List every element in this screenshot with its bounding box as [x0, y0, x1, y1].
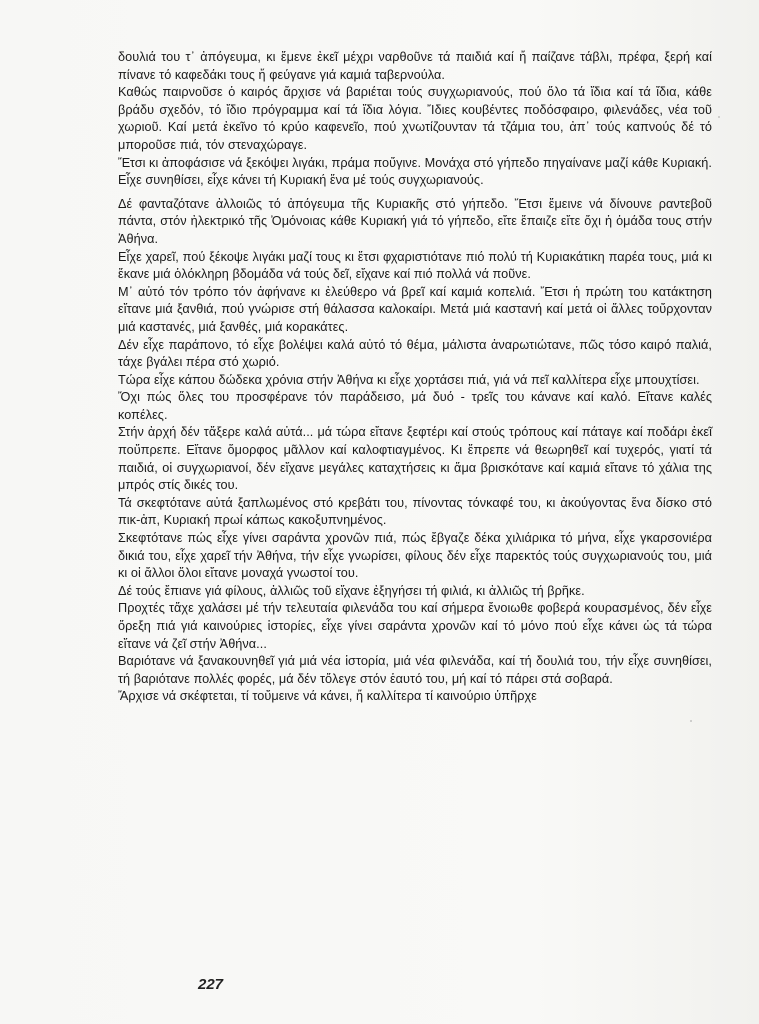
paragraph: Δέ φανταζότανε ἀλλοιῶς τό ἀπόγευμα τῆς Κυριακῆς στό γήπεδο. Ἔτσι ἔμεινε νά δίνουνε ραντεβοῦ πάντα, στόν ἠλεκτρικό τῆς Ὀμόνοιας κάθε Κυριακή γιά τό γήπεδο, εἴτε ἔπαιζε εἴτε ὄχι ἡ ὁμάδα τους στήν Ἀθήνα. [118, 196, 712, 246]
paragraph: Βαριότανε νά ξανακουνηθεῖ γιά μιά νέα ἱστορία, μιά νέα φιλενάδα, καί τή δουλιά του, τήν εἶχε συνηθίσει, τή βαριότανε πολλές φορές, μά δέν τὄλεγε στόν ἑαυτό του, μή καί τό πάρει στά σοβαρά. [118, 654, 712, 686]
paragraph: Ἔτσι κι ἀποφάσισε νά ξεκόψει λιγάκι, πράμα ποὔγινε. Μονάχα στό γήπεδο πηγαίνανε μαζί κάθε Κυριακή. Εἶχε συνηθίσει, εἶχε κάνει τή Κυριακή ἕνα μέ τούς συγχωριανούς. [118, 155, 712, 188]
paragraph: Δέν εἶχε παράπονο, τό εἶχε βολέψει καλά αὐτό τό θέμα, μάλιστα ἀναρωτιώτανε, πῶς τόσο καιρό παλιά, τάχε βγάλει πέρα στό χωριό. [118, 337, 712, 370]
paragraph: Εἶχε χαρεῖ, πού ξέκοψε λιγάκι μαζί τους κι ἔτσι φχαριστιότανε πιό πολύ τή Κυριακάτικη παρέα τους, μιά κι ἔκανε μιά ὁλόκληρη βδομάδα νά τούς δεῖ, εἴχανε καί πιό πολλά νά ποῦνε. [118, 249, 712, 282]
paragraph: Ὄχι πώς ὅλες του προσφέρανε τόν παράδεισο, μά δυό - τρεῖς του κάνανε καί καλό. Εἴτανε καλές κοπέλες. [118, 390, 712, 422]
paragraph: Σκεφτότανε πώς εἶχε γίνει σαράντα χρονῶν πιά, πώς ἔβγαζε δέκα χιλιάρικα τό μήνα, εἶχε γκαρσονιέρα δικιά του, εἶχε χαρεῖ τήν Ἀθήνα, τήν εἶχε γνωρίσει, φίλους δέν εἶχε παρεκτός τούς συγχωριανούς του, μιά κι οἱ ἄλλοι ὅλοι εἴτανε μοναχά γνωστοί του. [118, 531, 712, 581]
paper-speck [690, 720, 692, 722]
paragraph: Καθώς παιρνοῦσε ὁ καιρός ἄρχισε νά βαριέται τούς συγχωριανούς, πού ὅλο τά ἴδια καί τά ἴδια, κάθε βράδυ σχεδόν, τό ἴδιο πρόγραμμα καί τά ἴδια λόγια. Ἴδιες κουβέντες ποδόσφαιρο, φιλενάδες, νέα τοῦ χωριοῦ. Καί μετά ἐκεῖνο τό κρύο καφενεῖο, πού χνωτίζουνταν τά τζάμια του, ἀπ᾽ τούς καπνούς δέ τό μποροῦσε πιά, τόν στεναχώραγε. [118, 85, 712, 152]
paragraph: Δέ τούς ἔπιανε γιά φίλους, ἀλλιῶς τοῦ εἴχανε ἐξηγήσει τή φιλιά, κι ἀλλιῶς τή βρῆκε. [118, 583, 585, 598]
paragraph: Μ᾽ αὐτό τόν τρόπο τόν ἀφήνανε κι ἐλεύθερο νά βρεῖ καί καμιά κοπελιά. Ἔτσι ἡ πρώτη του κατάκτηση εἴτανε μιά ξανθιά, πού γνώρισε στή θάλασσα καλοκαίρι. Μετά μιά καστανή καί μετά οἱ ἄλλες τοὔρχονταν μιά καστανές, μιά ξανθές, μιά κορακάτες. [118, 284, 712, 334]
page-number: 227 [198, 976, 224, 993]
body-text [118, 49, 712, 706]
paragraph: Στήν ἀρχή δέν τἄξερε καλά αὐτά... μά τώρα εἴτανε ξεφτέρι καί στούς τρόπους καί πάταγε καί ποδάρι ἐκεῖ ποὔπρεπε. Εἴτανε ὅμορφος μᾶλλον καί καλοφτιαγμένος. Κι ἔπρεπε νά θεωρηθεῖ καί τυχερός, γιατί τά παιδιά, οἱ συγχωριανοί, δέν εἴχανε μεγάλες καταχτήσεις κι ἅμα βρισκότανε καί καμιά εἴτανε τό χάλια της μπρός στίς δικές του. [118, 425, 712, 493]
paper-speck [718, 116, 720, 118]
paragraph: Προχτές τἄχε χαλάσει μέ τήν τελευταία φιλενάδα του καί σήμερα ἔνοιωθε φοβερά κουρασμένος, δέν εἶχε ὄρεξη πιά γιά καινούριες ἱστορίες, εἶχε γίνει σαράντα χρονῶν καί τό μόνο πού εἶχε κάνει ὡς τά τώρα εἴτανε νά ζεῖ στήν Ἀθήνα... [118, 601, 712, 651]
paragraph: Τώρα εἶχε κάπου δώδεκα χρόνια στήν Ἀθήνα κι εἶχε χορτάσει πιά, γιά νά πεῖ καλλίτερα εἶχε μπουχτίσει. [118, 372, 700, 387]
paragraph: δουλιά του τ᾽ ἀπόγευμα, κι ἔμενε ἐκεῖ μέχρι ναρθοῦνε τά παιδιά καί ἤ παίζανε τάβλι, πρέφα, ξερή καί πίνανε τό καφεδάκι τους ἤ φεύγανε γιά καμιά ταβερνούλα. [118, 50, 712, 82]
paragraph: Ἄρχισε νά σκέφτεται, τί τοὔμεινε νά κάνει, ἤ καλλίτερα τί καινούριο ὑπῆρχε [118, 689, 537, 704]
paragraph: Τά σκεφτότανε αὐτά ξαπλωμένος στό κρεβάτι του, πίνοντας τόνκαφέ του, κι ἀκούγοντας ἕνα δίσκο στό πικ-ἀπ, Κυριακή πρωί κάπως κακοξυπνημένος. [118, 495, 712, 528]
